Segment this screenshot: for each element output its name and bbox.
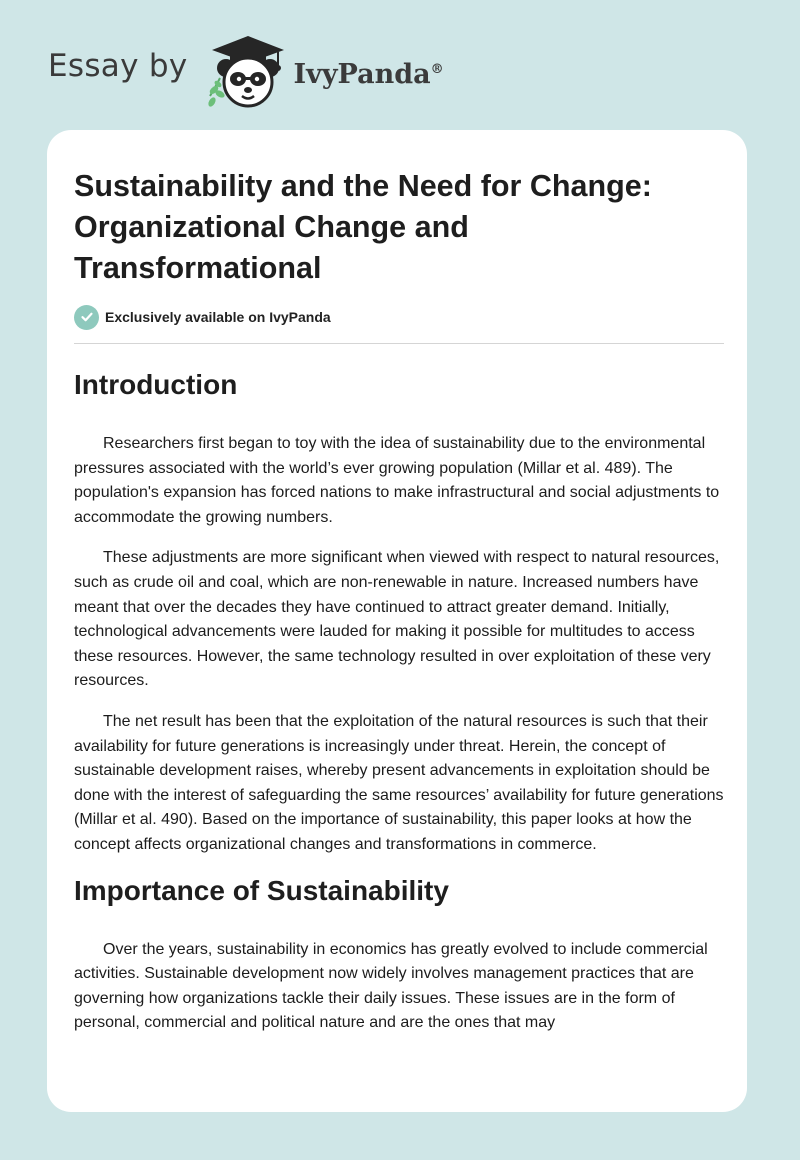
badge-label: Exclusively available on IvyPanda	[105, 309, 331, 325]
check-circle-icon	[74, 305, 99, 330]
exclusive-badge	[74, 303, 724, 331]
essay-by-label: Essay by	[48, 48, 188, 84]
site-header	[48, 30, 444, 114]
essay-title: Sustainability and the Need for Change: Organizational Change and Transformational	[74, 169, 652, 285]
brand-name: IvyPanda®	[293, 58, 444, 90]
essay-content	[74, 160, 724, 1036]
section-heading: Importance of Sustainability	[74, 874, 449, 906]
section-heading: Introduction	[74, 369, 238, 400]
divider	[74, 343, 724, 344]
paragraph: Over the years, sustainability in economics has greatly evolved to include commercial activities. Sustainable development now widely involves management practices that are governing how organizations tackle their daily issues. These issues are in the form of personal, commercial and political nature and are the ones that may	[74, 940, 708, 1032]
paragraph: The net result has been that the exploitation of the natural resources is such that their availability for future generations is increasingly under threat. Herein, the concept of sustainable development raises, whereby present advancements in exploitation should be done with the interest of safeguarding the same resources’ availability for future generations (Millar et al. 490). Based on the importance of sustainability, this paper looks at how the concept affects organizational changes and transformations in commerce.	[74, 712, 724, 853]
paragraph: Researchers first began to toy with the idea of sustainability due to the environmental pressures associated with the world’s ever growing population (Millar et al. 489). The population's expansion has forced nations to make infrastructural and social adjustments to accommodate the growing numbers.	[74, 435, 720, 526]
paragraph: These adjustments are more significant when viewed with respect to natural resources, such as crude oil and coal, which are non-renewable in nature. Increased numbers have meant that over the decades they have continued to attract greater demand. Initially, technological advancements were lauded for making it possible for multitudes to access these resources. However, the same technology resulted in over exploitation of these very resources.	[74, 549, 720, 690]
essay-card	[47, 130, 747, 1112]
panda-graduate-logo-icon	[204, 30, 292, 114]
registered-mark: ®	[430, 61, 444, 77]
